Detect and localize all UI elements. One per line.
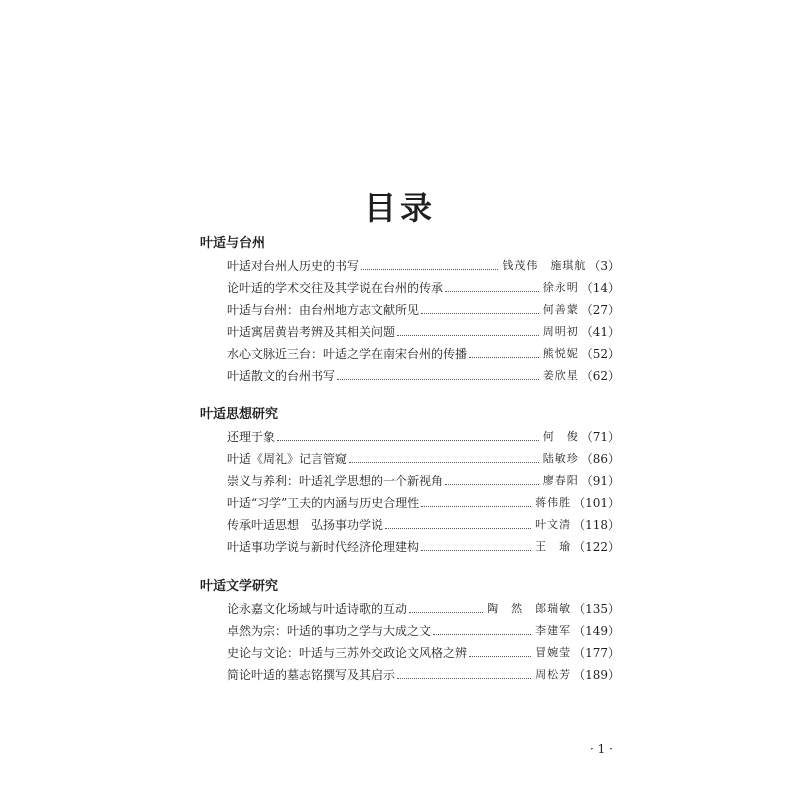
entry-page: （41） [580,325,620,339]
entry-author: 廖春阳 [542,474,579,487]
page-title: 目录 [363,189,436,227]
entry-author: 李建军 [535,624,572,637]
entry-title: 论叶适的学术交往及其学说在台州的传承 [227,281,444,295]
entry-author: 陆敏珍 [542,452,579,465]
entry-author: 钱茂伟 施琪航 [502,259,587,272]
entry-page: （3） [588,259,620,273]
entry-author: 陶 然 郎瑞敏 [487,602,572,615]
toc-entry[interactable] [227,665,620,683]
dot-leader [277,440,539,441]
entry-title: 史论与文论：叶适与三苏外交政论文风格之辨 [227,646,468,660]
entry-page: （149） [573,624,620,638]
dot-leader [421,506,531,507]
dot-leader [397,678,531,679]
entry-author: 徐永明 [542,281,579,294]
entry-title: 简论叶适的墓志铭撰写及其启示 [227,668,396,682]
entry-author: 叶文清 [535,518,572,531]
entry-title: 传承叶适思想 弘扬事功学说 [227,518,384,532]
toc-entry[interactable] [227,300,620,318]
dot-leader [445,291,539,292]
entry-author: 何 俊 [542,430,579,443]
entry-page: （86） [580,452,620,466]
section-heading: 叶适文学研究 [200,579,279,594]
dot-leader [445,484,539,485]
dot-leader [421,550,531,551]
dot-leader [409,612,483,613]
entry-author: 周松芳 [535,668,572,681]
entry-title: 叶适事功学说与新时代经济伦理建构 [227,540,420,554]
entry-title: 叶适与台州：由台州地方志文献所见 [227,303,420,317]
entry-author: 蒋伟胜 [535,496,572,509]
dot-leader [421,313,539,314]
toc-entry[interactable] [227,256,620,274]
dot-leader [349,462,539,463]
toc-entry[interactable] [227,322,620,340]
entry-title: 论永嘉文化场域与叶适诗歌的互动 [227,602,408,616]
dot-leader [469,656,531,657]
entry-page: （27） [580,303,620,317]
toc-entry[interactable] [227,278,620,296]
dot-leader [385,528,531,529]
entry-page: （118） [573,518,620,532]
entry-page: （52） [580,347,620,361]
entry-title: 水心文脉近三台：叶适之学在南宋台州的传播 [227,347,468,361]
dot-leader [337,379,539,380]
entry-page: （71） [580,430,620,444]
entry-page: （189） [573,668,620,682]
entry-author: 何善蒙 [542,303,579,316]
toc-entry[interactable] [227,537,620,555]
section-heading: 叶适思想研究 [200,407,279,422]
entry-page: （177） [573,646,620,660]
toc-entry[interactable] [227,621,620,639]
section-heading: 叶适与台州 [200,236,266,251]
toc-entry[interactable] [227,599,620,617]
dot-leader [433,634,531,635]
entry-title: 叶适《周礼》记言管窥 [227,452,348,466]
entry-page: （101） [573,496,620,510]
entry-title: 崇义与养利：叶适礼学思想的一个新视角 [227,474,444,488]
entry-page: （91） [580,474,620,488]
toc-entry[interactable] [227,344,620,362]
entry-author: 周明初 [542,325,579,338]
entry-author: 王 瑜 [535,540,572,553]
entry-title: 叶适“习学”工夫的内涵与历史合理性 [227,496,420,510]
entry-title: 叶适散文的台州书写 [227,369,336,383]
entry-title: 叶适寓居黄岩考辨及其相关问题 [227,325,396,339]
entry-author: 姜欣星 [542,369,579,382]
entry-title: 叶适对台州人历史的书写 [227,259,360,273]
toc-entry[interactable] [227,493,620,511]
entry-title: 卓然为宗：叶适的事功之学与大成之文 [227,624,432,638]
page-number: · 1 · [590,742,613,756]
dot-leader [361,269,498,270]
toc-entry[interactable] [227,449,620,467]
toc-entry[interactable] [227,471,620,489]
toc-entry[interactable] [227,515,620,533]
entry-page: （122） [573,540,620,554]
entry-title: 还理于象 [227,430,276,444]
entry-author: 熊悦妮 [542,347,579,360]
entry-page: （135） [573,602,620,616]
toc-entry[interactable] [227,643,620,661]
dot-leader [397,335,539,336]
toc-entry[interactable] [227,366,620,384]
dot-leader [469,357,539,358]
toc-entry[interactable] [227,427,620,445]
entry-page: （14） [580,281,620,295]
entry-page: （62） [580,369,620,383]
entry-author: 冒婉莹 [535,646,572,659]
